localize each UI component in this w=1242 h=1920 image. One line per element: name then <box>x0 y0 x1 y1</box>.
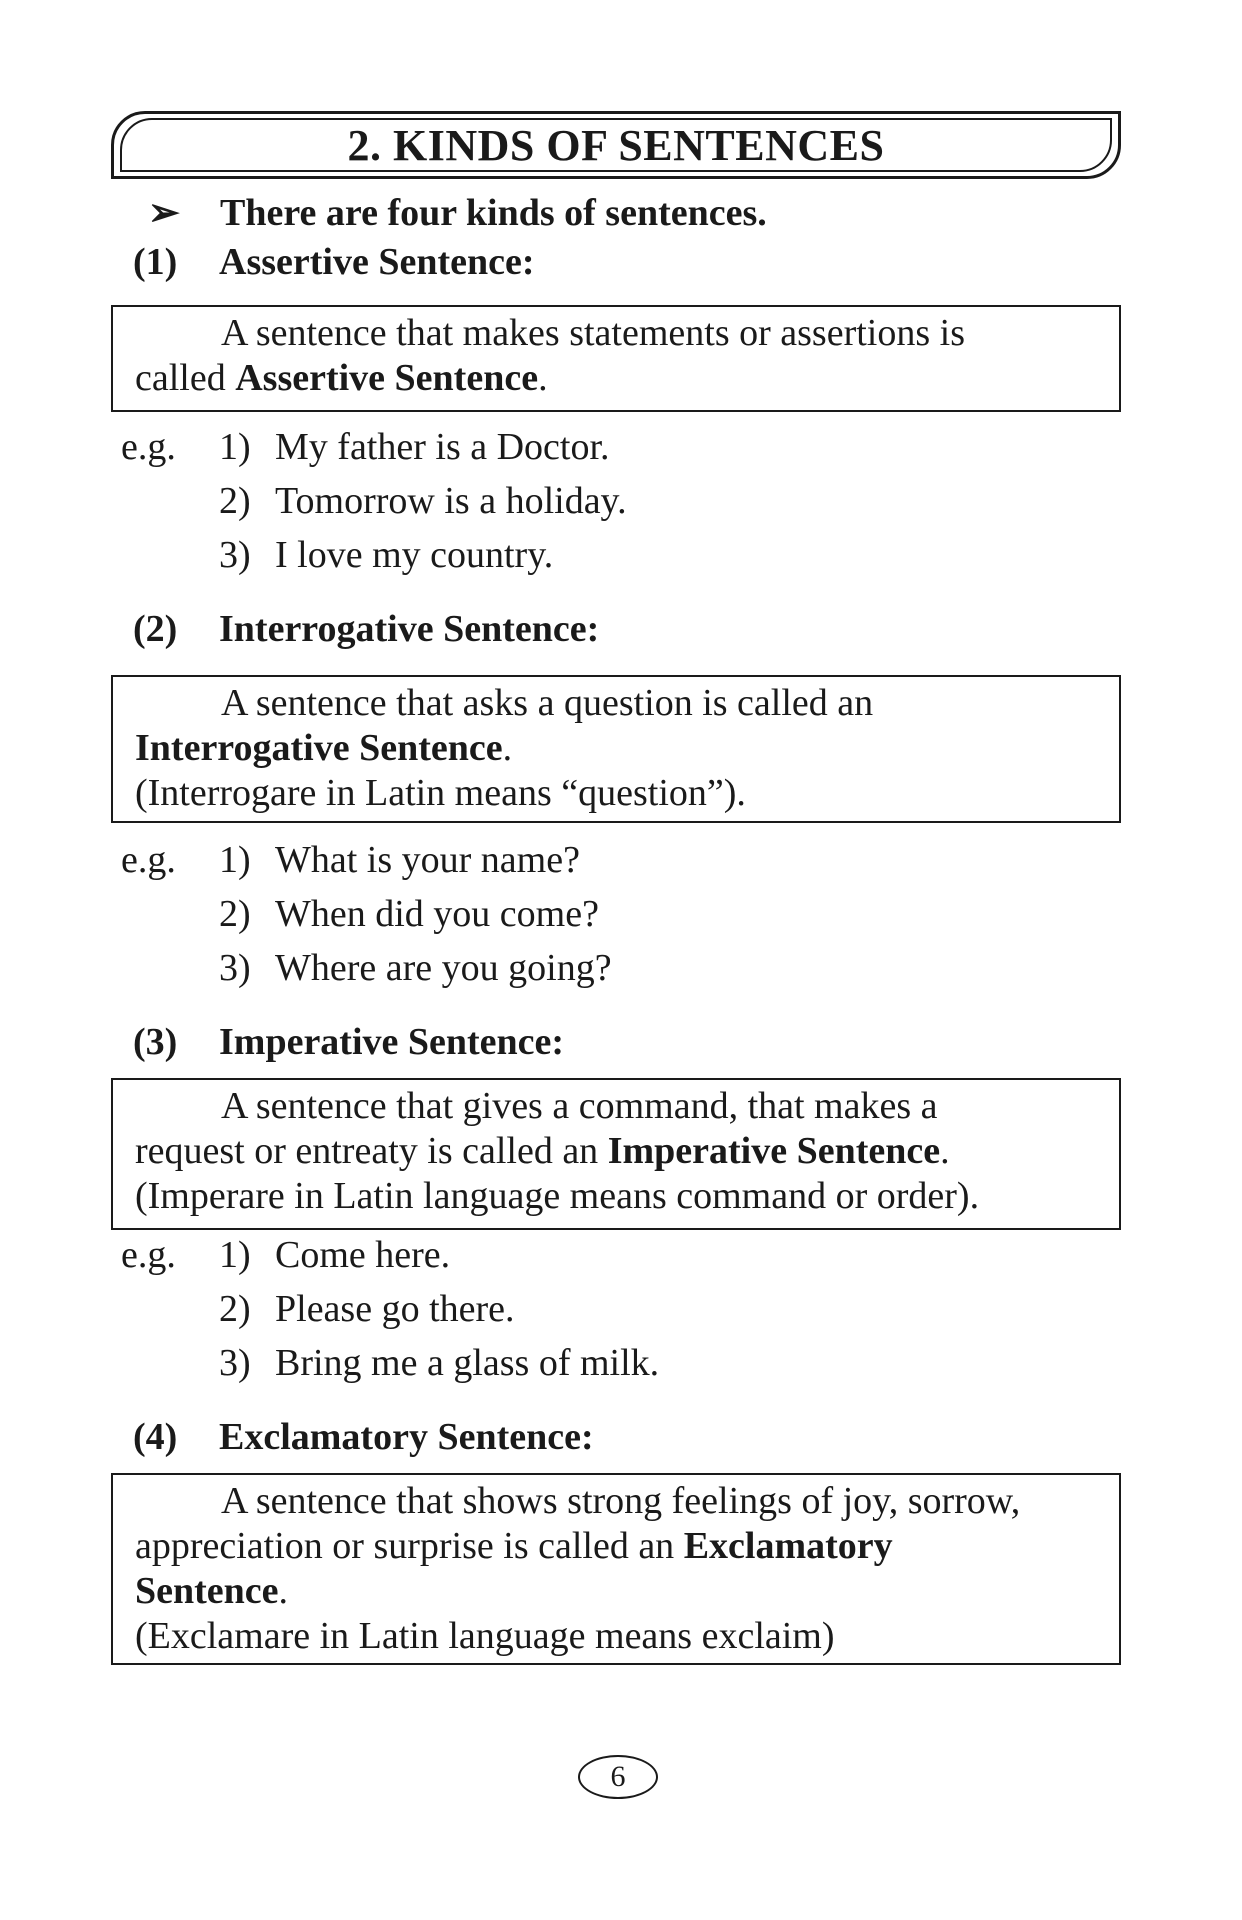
definition-text: . <box>538 357 548 399</box>
section-title: Exclamatory Sentence: <box>219 1416 594 1458</box>
definition-line <box>135 1569 1099 1614</box>
example-item <box>121 941 612 995</box>
title-banner <box>111 111 1121 179</box>
definition-text: request or entreaty is called an <box>135 1130 608 1172</box>
example-item <box>121 887 612 941</box>
arrow-bullet-icon: ➢ <box>148 192 180 234</box>
definition-line <box>135 1129 1099 1174</box>
definition-text: called <box>135 357 236 399</box>
example-index: 1) <box>219 1234 251 1276</box>
example-item <box>121 474 627 528</box>
example-text: I love my country. <box>275 534 554 576</box>
example-index: 2) <box>219 1288 251 1330</box>
example-index: 3) <box>219 1342 251 1384</box>
title-banner-inner <box>120 118 1112 172</box>
example-text: Tomorrow is a holiday. <box>275 480 627 522</box>
eg-label: e.g. <box>121 839 176 881</box>
example-item <box>121 1282 659 1336</box>
example-text: Come here. <box>275 1234 451 1276</box>
section-title: Assertive Sentence: <box>219 241 535 283</box>
example-index: 1) <box>219 426 251 468</box>
definition-box-assertive <box>111 305 1121 412</box>
example-item <box>121 1228 659 1282</box>
definition-term: Interrogative Sentence <box>135 727 503 769</box>
intro-line <box>148 190 767 235</box>
definition-term: Imperative Sentence <box>607 1130 941 1172</box>
definition-term: Exclamatory <box>683 1525 893 1567</box>
example-item <box>121 833 612 887</box>
definition-text: . <box>502 727 513 769</box>
definition-term: Assertive Sentence <box>235 357 539 399</box>
section-heading-exclamatory <box>133 1415 594 1459</box>
eg-label: e.g. <box>121 426 176 468</box>
definition-line <box>135 356 1099 401</box>
definition-line <box>135 1524 1099 1569</box>
definition-text: . <box>278 1570 289 1612</box>
section-title: Imperative Sentence: <box>219 1021 565 1063</box>
example-index: 2) <box>219 893 251 935</box>
page-title: 2. KINDS OF SENTENCES <box>347 120 885 170</box>
section-heading-assertive <box>133 240 535 284</box>
section-heading-interrogative <box>133 607 599 651</box>
section-number: (1) <box>133 241 178 283</box>
example-item <box>121 1336 659 1390</box>
definition-line: A sentence that asks a question is called an <box>221 682 874 724</box>
example-text: My father is a Doctor. <box>275 426 610 468</box>
example-text: Where are you going? <box>275 947 612 989</box>
section-number: (3) <box>133 1021 178 1063</box>
intro-text: There are four kinds of sentences. <box>220 192 767 234</box>
examples-assertive <box>121 420 627 582</box>
example-item <box>121 528 627 582</box>
example-index: 3) <box>219 947 251 989</box>
definition-note: (Exclamare in Latin language means exclaim) <box>135 1615 835 1657</box>
definition-note: (Interrogare in Latin means “question”). <box>135 772 746 814</box>
example-text: Please go there. <box>275 1288 515 1330</box>
examples-interrogative <box>121 833 612 995</box>
section-heading-imperative <box>133 1020 564 1064</box>
examples-imperative <box>121 1228 659 1390</box>
section-title: Interrogative Sentence: <box>219 608 600 650</box>
definition-line <box>135 726 1099 771</box>
example-text: When did you come? <box>275 893 599 935</box>
example-item <box>121 420 627 474</box>
example-index: 3) <box>219 534 251 576</box>
definition-box-exclamatory <box>111 1473 1121 1665</box>
definition-term: Sentence <box>135 1570 279 1612</box>
definition-line: A sentence that shows strong feelings of joy, sorrow, <box>221 1480 1021 1522</box>
definition-text: appreciation or surprise is called an <box>135 1525 684 1567</box>
example-index: 2) <box>219 480 251 522</box>
definition-box-interrogative <box>111 675 1121 823</box>
example-index: 1) <box>219 839 251 881</box>
example-text: What is your name? <box>275 839 580 881</box>
definition-note: (Imperare in Latin language means command or order). <box>135 1175 980 1217</box>
example-text: Bring me a glass of milk. <box>275 1342 660 1384</box>
section-number: (4) <box>133 1416 178 1458</box>
definition-line: A sentence that gives a command, that makes a <box>221 1085 938 1127</box>
page-number: 6 <box>578 1755 658 1799</box>
definition-box-imperative <box>111 1078 1121 1230</box>
definition-line: A sentence that makes statements or assertions is <box>221 312 965 354</box>
eg-label: e.g. <box>121 1234 176 1276</box>
section-number: (2) <box>133 608 178 650</box>
definition-text: . <box>940 1130 950 1172</box>
